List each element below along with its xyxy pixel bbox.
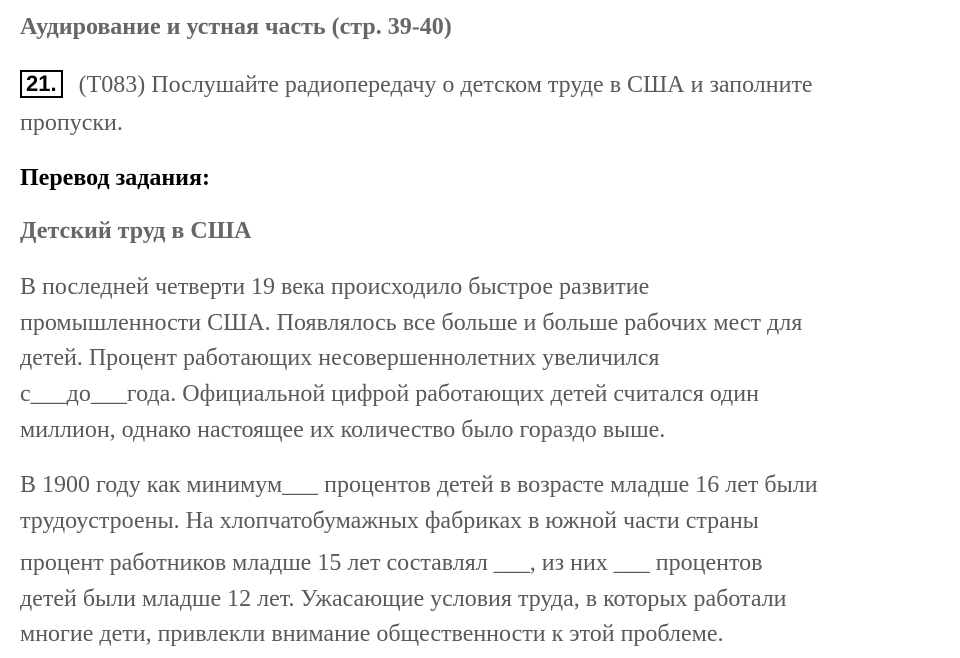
task-instruction: (Т083) Послушайте радиопередачу о детском труде в США и заполните (78, 72, 813, 98)
paragraph-line: с___до___года. Официальной цифрой работающих детей считался один (20, 381, 759, 407)
paragraph-line: миллион, однако настоящее их количество было гораздо выше. (20, 417, 666, 443)
paragraph-line: детей. Процент работающих несовершеннолетних увеличился (20, 345, 660, 371)
paragraph-line: промышленности США. Появлялось все больше и больше рабочих мест для (20, 310, 803, 336)
paragraph-line: В последней четверти 19 века происходило быстрое развитие (20, 274, 650, 300)
task-line-1 (20, 70, 813, 100)
paragraph-line: процент работников младше 15 лет составлял ___, из них ___ процентов (20, 550, 763, 576)
task-number-badge: 21. (20, 70, 63, 98)
task-instruction-continuation: пропуски. (20, 110, 123, 136)
paragraph-line: детей были младше 12 лет. Ужасающие условия труда, в которых работали (20, 586, 787, 612)
article-title: Детский труд в США (20, 218, 252, 244)
paragraph-line: многие дети, привлекли внимание общественности к этой проблеме. (20, 621, 724, 647)
translation-label: Перевод задания: (20, 165, 210, 191)
paragraph-line: В 1900 году как минимум___ процентов детей в возрасте младше 16 лет были (20, 472, 818, 498)
section-title: Аудирование и устная часть (стр. 39-40) (20, 14, 452, 40)
paragraph-line: трудоустроены. На хлопчатобумажных фабриках в южной части страны (20, 508, 759, 534)
